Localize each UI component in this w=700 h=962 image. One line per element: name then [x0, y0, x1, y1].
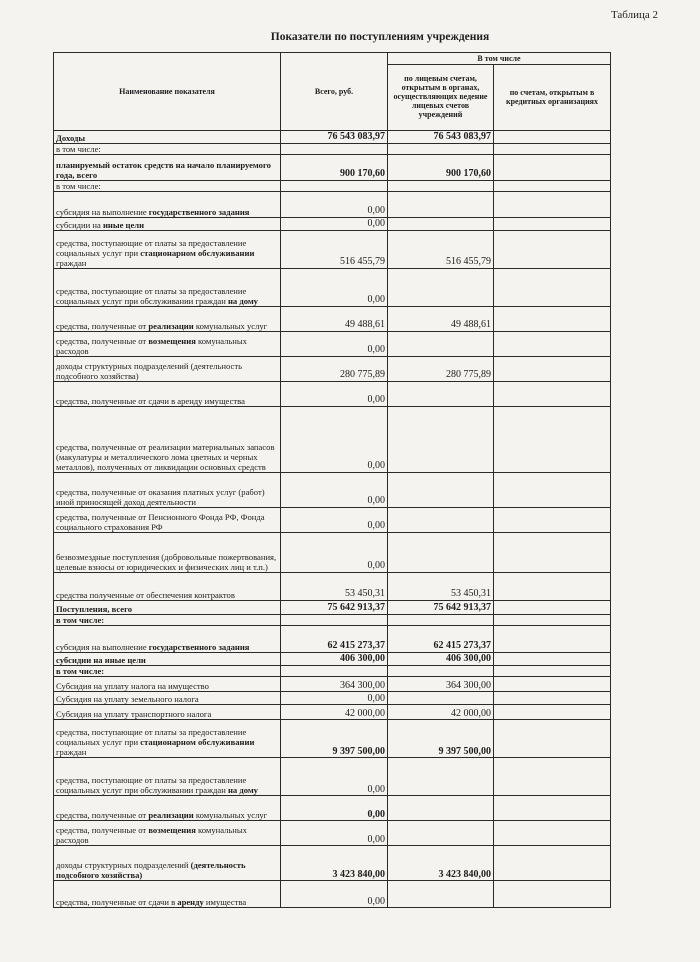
indicator-name-part: в том числе:	[56, 615, 105, 626]
credit-accounts-value	[494, 131, 611, 144]
total-value	[281, 666, 388, 677]
indicator-name-part: субсидии на иные цели	[56, 655, 146, 666]
credit-accounts-value	[494, 192, 611, 218]
table-row	[54, 626, 611, 653]
total-value: 3 423 840,00	[281, 846, 388, 881]
revenue-table	[53, 52, 611, 908]
table-row	[54, 332, 611, 357]
total-value: 9 397 500,00	[281, 720, 388, 758]
indicator-name-part: граждан	[56, 257, 87, 268]
indicator-name-part: средства, поступающие от платы за предоставление социальных услуг при обслуживании граждан	[56, 285, 247, 306]
personal-accounts-value	[388, 473, 494, 508]
indicator-name-part: планируемый остаток средств на начало планируемого года, всего	[56, 159, 271, 180]
indicator-name	[54, 154, 281, 180]
personal-accounts-value: 42 000,00	[388, 705, 494, 720]
table-row	[54, 846, 611, 881]
table-row	[54, 143, 611, 154]
personal-accounts-value	[388, 269, 494, 307]
total-value: 42 000,00	[281, 705, 388, 720]
indicator-name	[54, 508, 281, 533]
indicator-name-part: комунальных расходов	[56, 335, 247, 356]
total-value: 516 455,79	[281, 231, 388, 269]
table-row	[54, 154, 611, 180]
table-row	[54, 382, 611, 407]
credit-accounts-value	[494, 269, 611, 307]
credit-accounts-value	[494, 218, 611, 231]
indicator-name-part: средства, полученные от	[56, 810, 149, 821]
credit-accounts-value	[494, 382, 611, 407]
indicator-name	[54, 758, 281, 796]
indicator-name	[54, 407, 281, 473]
table-row	[54, 131, 611, 144]
indicator-name	[54, 666, 281, 677]
personal-accounts-value: 900 170,60	[388, 154, 494, 180]
total-value: 75 642 913,37	[281, 601, 388, 615]
personal-accounts-value	[388, 821, 494, 846]
indicator-name	[54, 626, 281, 653]
table-row	[54, 269, 611, 307]
credit-accounts-value	[494, 821, 611, 846]
personal-accounts-value: 3 423 840,00	[388, 846, 494, 881]
indicator-name	[54, 231, 281, 269]
total-value: 0,00	[281, 332, 388, 357]
table-row	[54, 218, 611, 231]
personal-accounts-value: 280 775,89	[388, 357, 494, 382]
total-value: 0,00	[281, 796, 388, 821]
indicator-name	[54, 705, 281, 720]
credit-accounts-value	[494, 533, 611, 573]
indicator-name-part: доходы структурных подразделений	[56, 860, 191, 871]
total-value	[281, 143, 388, 154]
total-value: 76 543 083,97	[281, 131, 388, 144]
indicator-name-part: аренду	[177, 897, 204, 908]
indicator-name-part: в том числе:	[56, 143, 101, 154]
indicator-name-part: субсидия на выполнение	[56, 642, 149, 653]
document-title: Показатели по поступлениям учреждения	[270, 31, 490, 43]
indicator-name	[54, 692, 281, 705]
indicator-name-part: комунальных услуг	[193, 320, 268, 331]
table-row	[54, 615, 611, 626]
indicator-name	[54, 677, 281, 692]
indicator-name-part: возмещения	[148, 825, 196, 836]
indicator-name	[54, 218, 281, 231]
indicator-name	[54, 180, 281, 191]
header-total: Всего, руб.	[281, 53, 388, 131]
personal-accounts-value: 406 300,00	[388, 653, 494, 666]
credit-accounts-value	[494, 154, 611, 180]
credit-accounts-value	[494, 407, 611, 473]
indicator-name-part: на дому	[227, 295, 258, 306]
total-value: 364 300,00	[281, 677, 388, 692]
indicator-name	[54, 573, 281, 601]
personal-accounts-value: 62 415 273,37	[388, 626, 494, 653]
header-credit-accounts: по счетам, открытым в кредитных организациях	[494, 65, 611, 131]
total-value: 900 170,60	[281, 154, 388, 180]
table-row	[54, 473, 611, 508]
personal-accounts-value	[388, 143, 494, 154]
credit-accounts-value	[494, 705, 611, 720]
table-row	[54, 653, 611, 666]
total-value: 0,00	[281, 382, 388, 407]
indicator-name-part: комунальных услуг	[193, 810, 268, 821]
indicator-name-part: на дому	[227, 785, 258, 796]
credit-accounts-value	[494, 473, 611, 508]
indicator-name-part: Доходы	[56, 132, 86, 143]
indicator-name	[54, 332, 281, 357]
credit-accounts-value	[494, 692, 611, 705]
credit-accounts-value	[494, 231, 611, 269]
table-row	[54, 180, 611, 191]
indicator-name-part: стационарном обслуживании	[140, 737, 255, 748]
personal-accounts-value	[388, 692, 494, 705]
credit-accounts-value	[494, 357, 611, 382]
credit-accounts-value	[494, 143, 611, 154]
personal-accounts-value	[388, 758, 494, 796]
table-number: Таблица 2	[610, 9, 658, 21]
indicator-name	[54, 720, 281, 758]
personal-accounts-value	[388, 615, 494, 626]
personal-accounts-value	[388, 332, 494, 357]
table-row	[54, 758, 611, 796]
indicator-name-part: средства, полученные от реализации материальных запасов (макулатуры и металлического лома цветных и черных металлов), полученных от ликвидации основных средств	[56, 441, 275, 472]
credit-accounts-value	[494, 881, 611, 908]
credit-accounts-value	[494, 846, 611, 881]
personal-accounts-value	[388, 180, 494, 191]
indicator-name-part: в том числе:	[56, 180, 101, 191]
total-value: 0,00	[281, 692, 388, 705]
indicator-name	[54, 846, 281, 881]
indicator-name-part: граждан	[56, 747, 87, 758]
indicator-name-part: иные цели	[102, 219, 145, 230]
indicator-name	[54, 307, 281, 332]
indicator-name-part: (деятельность подсобного хозяйства)	[56, 860, 246, 881]
total-value: 0,00	[281, 533, 388, 573]
personal-accounts-value	[388, 218, 494, 231]
indicator-name	[54, 143, 281, 154]
indicator-name-part: Субсидия на уплату транспортного налога	[56, 709, 212, 720]
total-value: 0,00	[281, 407, 388, 473]
total-value: 0,00	[281, 218, 388, 231]
table-row	[54, 677, 611, 692]
table-row	[54, 573, 611, 601]
indicator-name	[54, 653, 281, 666]
credit-accounts-value	[494, 796, 611, 821]
indicator-name	[54, 821, 281, 846]
total-value: 53 450,31	[281, 573, 388, 601]
indicator-name	[54, 357, 281, 382]
indicator-name-part: в том числе:	[56, 666, 105, 677]
indicator-name-part: средства, полученные от	[56, 335, 149, 346]
table-row	[54, 601, 611, 615]
total-value: 62 415 273,37	[281, 626, 388, 653]
personal-accounts-value	[388, 533, 494, 573]
indicator-name-part: средства, полученные от сдачи в	[56, 897, 178, 908]
indicator-name-part: имущества	[203, 897, 247, 908]
credit-accounts-value	[494, 758, 611, 796]
total-value: 0,00	[281, 508, 388, 533]
indicator-name-part: средства, поступающие от платы за предоставление социальных услуг при обслуживании граждан	[56, 775, 247, 796]
personal-accounts-value: 516 455,79	[388, 231, 494, 269]
credit-accounts-value	[494, 307, 611, 332]
indicator-name-part: средства, полученные от оказания платных услуг (работ) иной приносящей доход деятельности	[56, 486, 265, 507]
personal-accounts-value	[388, 666, 494, 677]
total-value: 0,00	[281, 192, 388, 218]
credit-accounts-value	[494, 626, 611, 653]
table-row	[54, 705, 611, 720]
indicator-name-part: средства, полученные от сдачи в аренду имущества	[56, 395, 245, 406]
table-row	[54, 192, 611, 218]
credit-accounts-value	[494, 332, 611, 357]
indicator-name-part: Поступления, всего	[56, 603, 133, 614]
indicator-name-part: реализации	[148, 810, 194, 821]
total-value: 0,00	[281, 269, 388, 307]
personal-accounts-value	[388, 192, 494, 218]
table-row	[54, 666, 611, 677]
personal-accounts-value: 49 488,61	[388, 307, 494, 332]
indicator-name-part: субсидия на выполнение	[56, 206, 149, 217]
indicator-name-part: безвозмездные поступления (добровольные пожертвования, целевые взносы от юридических и физических лиц и т.п.)	[56, 551, 277, 572]
credit-accounts-value	[494, 666, 611, 677]
credit-accounts-value	[494, 601, 611, 615]
table-row	[54, 508, 611, 533]
personal-accounts-value: 76 543 083,97	[388, 131, 494, 144]
personal-accounts-value	[388, 382, 494, 407]
total-value: 406 300,00	[281, 653, 388, 666]
credit-accounts-value	[494, 653, 611, 666]
indicator-name-part: стационарном обслуживании	[140, 247, 255, 258]
personal-accounts-value: 75 642 913,37	[388, 601, 494, 615]
table-row	[54, 796, 611, 821]
indicator-name-part: средства, полученные от Пенсионного Фонда РФ, Фонда социального страхования РФ	[56, 511, 265, 532]
table-row	[54, 881, 611, 908]
indicator-name	[54, 881, 281, 908]
header-indicator-name: Наименование показателя	[54, 53, 281, 131]
total-value: 0,00	[281, 881, 388, 908]
total-value	[281, 180, 388, 191]
credit-accounts-value	[494, 615, 611, 626]
indicator-name-part: государственного задания	[148, 206, 250, 217]
credit-accounts-value	[494, 180, 611, 191]
table-row	[54, 307, 611, 332]
indicator-name-part: комунальных расходов	[56, 825, 247, 846]
indicator-name	[54, 601, 281, 615]
credit-accounts-value	[494, 508, 611, 533]
table-body	[54, 131, 611, 908]
indicator-name-part: средства, полученные от	[56, 825, 149, 836]
indicator-name-part: средства, поступающие от платы за предоставление социальных услуг при	[56, 237, 247, 258]
personal-accounts-value: 364 300,00	[388, 677, 494, 692]
credit-accounts-value	[494, 720, 611, 758]
total-value: 0,00	[281, 758, 388, 796]
table-row	[54, 357, 611, 382]
indicator-name-part: государственного задания	[148, 642, 250, 653]
indicator-name-part: Субсидия на уплату налога на имущество	[56, 681, 209, 692]
header-including: В том числе	[388, 53, 611, 65]
credit-accounts-value	[494, 677, 611, 692]
indicator-name	[54, 533, 281, 573]
credit-accounts-value	[494, 573, 611, 601]
indicator-name	[54, 269, 281, 307]
total-value: 0,00	[281, 473, 388, 508]
indicator-name-part: средства, полученные от	[56, 320, 149, 331]
header-personal-accounts: по лицевым счетам, открытым в органах, осуществляющих ведение лицевых счетов учреждений	[388, 65, 494, 131]
total-value	[281, 615, 388, 626]
total-value: 0,00	[281, 821, 388, 846]
indicator-name-part: реализации	[148, 320, 194, 331]
total-value: 280 775,89	[281, 357, 388, 382]
indicator-name	[54, 473, 281, 508]
personal-accounts-value	[388, 796, 494, 821]
indicator-name-part: возмещения	[148, 335, 196, 346]
table-row	[54, 533, 611, 573]
indicator-name	[54, 796, 281, 821]
indicator-name-part: средства полученные от обеспечения контрактов	[56, 589, 235, 600]
indicator-name-part: субсидии на	[56, 219, 103, 230]
indicator-name	[54, 192, 281, 218]
personal-accounts-value	[388, 508, 494, 533]
total-value: 49 488,61	[281, 307, 388, 332]
personal-accounts-value	[388, 881, 494, 908]
table-row	[54, 407, 611, 473]
table-row	[54, 231, 611, 269]
table-row	[54, 821, 611, 846]
indicator-name	[54, 615, 281, 626]
indicator-name	[54, 382, 281, 407]
personal-accounts-value: 53 450,31	[388, 573, 494, 601]
personal-accounts-value	[388, 407, 494, 473]
indicator-name-part: Субсидия на уплату земельного налога	[56, 694, 199, 705]
personal-accounts-value: 9 397 500,00	[388, 720, 494, 758]
table-row	[54, 692, 611, 705]
indicator-name-part: доходы структурных подразделений (деятельность подсобного хозяйства)	[56, 360, 243, 381]
indicator-name	[54, 131, 281, 144]
table-row	[54, 720, 611, 758]
indicator-name-part: средства, поступающие от платы за предоставление социальных услуг при	[56, 726, 247, 748]
